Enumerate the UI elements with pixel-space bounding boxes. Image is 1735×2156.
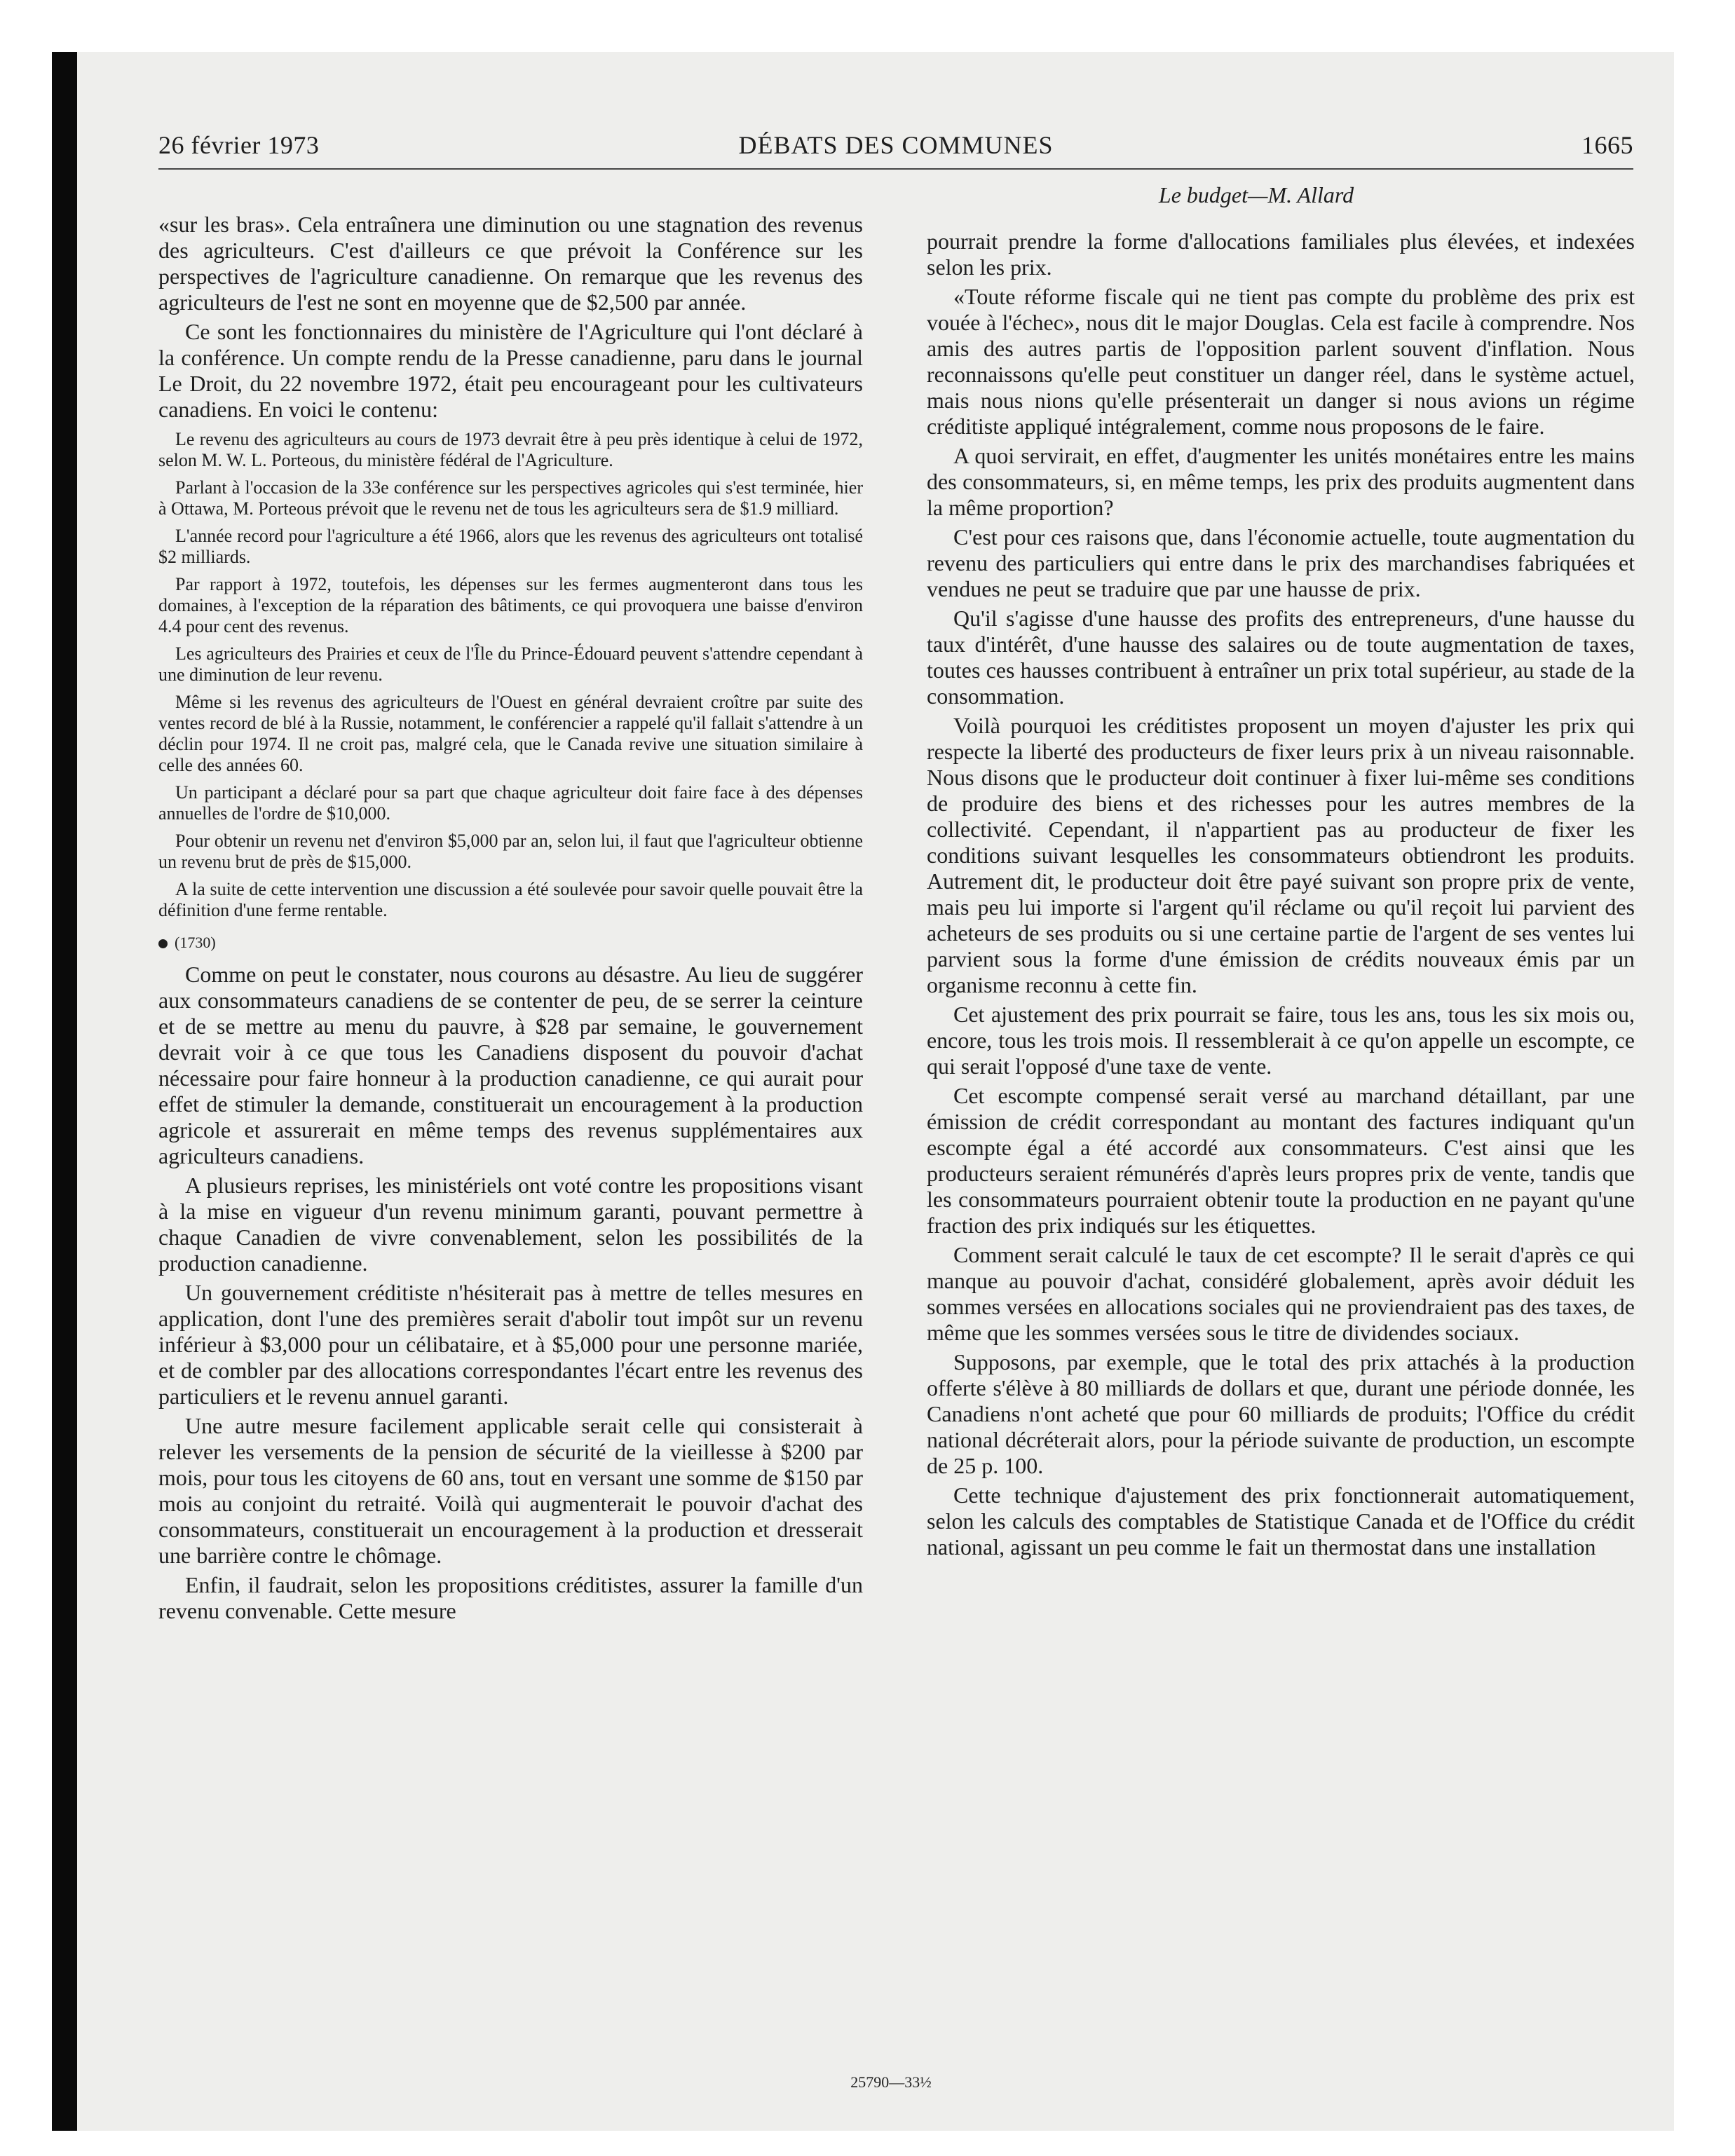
paragraph: C'est pour ces raisons que, dans l'économie actuelle, toute augmentation du revenu des particuliers qui entre dans le prix des marchandises fabriquées et vendues ne peut se traduire que par une hausse de prix. xyxy=(927,524,1635,601)
running-head: Le budget—M. Allard xyxy=(1158,182,1354,207)
paragraph: Une autre mesure facilement applicable serait celle qui consisterait à relever les versements de la pension de sécurité de la vieillesse à $200 par mois, pour tous les citoyens de 60 ans, tout en versant une somme de $150 par mois au conjoint du retraité. Voilà qui augmenterait le pouvoir d'achat des consommateurs, constituerait un encouragement à la production et dresserait une barrière contre le chômage. xyxy=(158,1413,863,1568)
paragraph: A quoi servirait, en effet, d'augmenter les unités monétaires entre les mains des consommateurs, si, en même temps, les prix des produits augmentent dans la même proportion? xyxy=(927,443,1635,520)
paragraph: «sur les bras». Cela entraînera une diminution ou une stagnation des revenus des agriculteurs. C'est d'ailleurs ce que prévoit la Conférence sur les perspectives de l'agriculture canadienne. On remarque que les revenus des agriculteurs de l'est ne sont en moyenne que de $2,500 par année. xyxy=(158,212,863,315)
left-column xyxy=(158,212,863,1624)
paragraph: Cet ajustement des prix pourrait se faire, tous les ans, tous les six mois ou, encore, tous les trois mois. Il ressemblerait à ce qu'on appelle un escompte, ce qui serait l'opposé d'une taxe de vente. xyxy=(927,1002,1635,1079)
paragraph: Cet escompte compensé serait versé au marchand détaillant, par une émission de crédit correspondant au montant des factures indiquant qu'un escompte égal a été accordé aux consommateurs. C'est ainsi que les producteurs seraient rémunérés d'après leurs propres prix de vente, tandis que les consommateurs pourraient obtenir toute la production en ne payant qu'une fraction des prix indiqués sur les étiquettes. xyxy=(927,1083,1635,1238)
paragraph: Qu'il s'agisse d'une hausse des profits des entrepreneurs, d'une hausse du taux d'intérêt, d'une hausse des salaires ou de toute augmentation de taxes, toutes ces hausses contribuent à entraîner un prix total supérieur, au stade de la consommation. xyxy=(927,606,1635,709)
quote-paragraph: Parlant à l'occasion de la 33e conférence sur les perspectives agricoles qui s'est terminée, hier à Ottawa, M. Porteous prévoit que le revenu net de tous les agriculteurs sera de $1.9 milliard. xyxy=(158,477,863,519)
paragraph: Enfin, il faudrait, selon les propositions créditistes, assurer la famille d'un revenu convenable. Cette mesure xyxy=(158,1572,863,1623)
quote-paragraph: L'année record pour l'agriculture a été 1966, alors que les revenus des agriculteurs ont totalisé $2 milliards. xyxy=(158,526,863,567)
scanned-page xyxy=(52,52,1674,2131)
paragraph: Cette technique d'ajustement des prix fonctionnerait automatiquement, selon les calculs des comptables de Statistique Canada et de l'Office du crédit national, agissant un peu comme le fait un thermostat dans une installation xyxy=(927,1482,1635,1560)
quote-paragraph: Un participant a déclaré pour sa part que chaque agriculteur doit faire face à des dépenses annuelles de l'ordre de $10,000. xyxy=(158,782,863,824)
header-date: 26 février 1973 xyxy=(158,131,320,159)
quote-paragraph: Le revenu des agriculteurs au cours de 1973 devrait être à peu près identique à celui de 1972, selon M. W. L. Porteous, du ministère fédéral de l'Agriculture. xyxy=(158,429,863,470)
paragraph: Voilà pourquoi les créditistes proposent un moyen d'ajuster les prix qui respecte la liberté des producteurs de fixer leurs prix à un niveau raisonnable. Nous disons que le producteur doit continuer à fixer lui-même ses conditions de produire des biens et des richesses pour les autres membres de la collectivité. Cependant, il n'appartient pas au producteur de fixer les conditions suivant lesquelles les consommateurs obtiendront les produits. Autrement dit, le producteur doit être payé suivant son propre prix de vente, mais peu lui importe si l'argent qu'il réclame ou qu'il reçoit lui parvient des acheteurs de ses produits ou si une certaine partie de l'argent de ses ventes lui parvient sous la forme d'une émission de crédits nouveaux émis par un organisme reconnu à cette fin. xyxy=(927,713,1635,997)
page-header xyxy=(158,130,1633,170)
quote-paragraph: A la suite de cette intervention une discussion a été soulevée pour savoir quelle pouvait être la définition d'une ferme rentable. xyxy=(158,879,863,920)
quote-paragraph: Par rapport à 1972, toutefois, les dépenses sur les fermes augmenteront dans tous les domaines, à l'exception de la réparation des bâtiments, ce qui provoquera une baisse d'environ 4.4 pour cent des revenus. xyxy=(158,574,863,636)
right-column xyxy=(927,212,1635,1560)
time-marker xyxy=(158,934,863,952)
paragraph: «Toute réforme fiscale qui ne tient pas compte du problème des prix est vouée à l'échec», nous dit le major Douglas. Cela est facile à comprendre. Nos amis des autres partis de l'opposition parlent souvent d'inflation. Nous reconnaissons qu'elle peut constituer un danger réel, dans le système actuel, mais nous nions qu'elle présenterait un danger si nous avions un régime créditiste appliqué intégralement, comme nous proposons de le faire. xyxy=(927,284,1635,439)
time-marker-text: (1730) xyxy=(175,934,216,951)
paragraph: Comme on peut le constater, nous courons au désastre. Au lieu de suggérer aux consommateurs canadiens de se contenter de peu, de se serrer la ceinture et de se mettre au menu du pauvre, à $28 par semaine, le gouvernement devrait voir à ce que tous les Canadiens disposent du pouvoir d'achat nécessaire pour faire honneur à la production canadienne, ce qui aurait pour effet de stimuler la demande, constituerait un encouragement à la production agricole et assurerait en même temps des revenus supplémentaires aux agriculteurs canadiens. xyxy=(158,962,863,1168)
quote-paragraph: Même si les revenus des agriculteurs de l'Ouest en général devraient croître par suite des ventes record de blé à la Russie, notamment, le conférencier a rappelé qu'il fallait s'attendre à un déclin pour 1974. Il ne croit pas, malgré cela, que le Canada revive une situation similaire à celle des années 60. xyxy=(158,692,863,775)
paragraph: Un gouvernement créditiste n'hésiterait pas à mettre de telles mesures en application, dont l'une des premières serait d'abolir tout impôt sur un revenu inférieur à $3,000 pour un célibataire, et à $5,000 pour une personne mariée, et de combler par des allocations correspondantes l'écart entre les revenus des particuliers et le revenu annuel garanti. xyxy=(158,1280,863,1409)
paragraph: A plusieurs reprises, les ministériels ont voté contre les propositions visant à la mise en vigueur d'un revenu minimum garanti, pouvant permettre à chaque Canadien de vivre convenablement, selon les possibilités de la production canadienne. xyxy=(158,1173,863,1276)
paragraph: pourrait prendre la forme d'allocations familiales plus élevées, et indexées selon les prix. xyxy=(927,228,1635,280)
quote-paragraph: Pour obtenir un revenu net d'environ $5,000 par an, selon lui, il faut que l'agriculteur obtienne un revenu brut de près de $15,000. xyxy=(158,831,863,872)
quote-paragraph: Les agriculteurs des Prairies et ceux de l'Île du Prince-Édouard peuvent s'attendre cependant à une diminution de leur revenu. xyxy=(158,643,863,685)
paragraph: Comment serait calculé le taux de cet escompte? Il le serait d'après ce qui manque au pouvoir d'achat, considéré globalement, après avoir déduit les sommes versées en allocations sociales qui ne proviendraient pas des taxes, de même que les sommes versées sous le titre de dividendes sociaux. xyxy=(927,1242,1635,1345)
page-footer: 25790—33½ xyxy=(850,2073,932,2091)
paragraph: Ce sont les fonctionnaires du ministère de l'Agriculture qui l'ont déclaré à la conférence. Un compte rendu de la Presse canadienne, paru dans le journal Le Droit, du 22 novembre 1972, était peu encourageant pour les cultivateurs canadiens. En voici le contenu: xyxy=(158,319,863,422)
paragraph: Supposons, par exemple, que le total des prix attachés à la production offerte s'élève à 80 milliards de dollars et que, durant une période donnée, les Canadiens n'ont acheté que pour 60 milliards de produits; l'Office du crédit national décréterait alors, pour la période suivante de production, un escompte de 25 p. 100. xyxy=(927,1349,1635,1478)
bullet-icon xyxy=(158,939,168,948)
header-page-number: 1665 xyxy=(1581,131,1633,159)
binding-edge xyxy=(52,52,77,2131)
header-title: DÉBATS DES COMMUNES xyxy=(738,131,1054,159)
